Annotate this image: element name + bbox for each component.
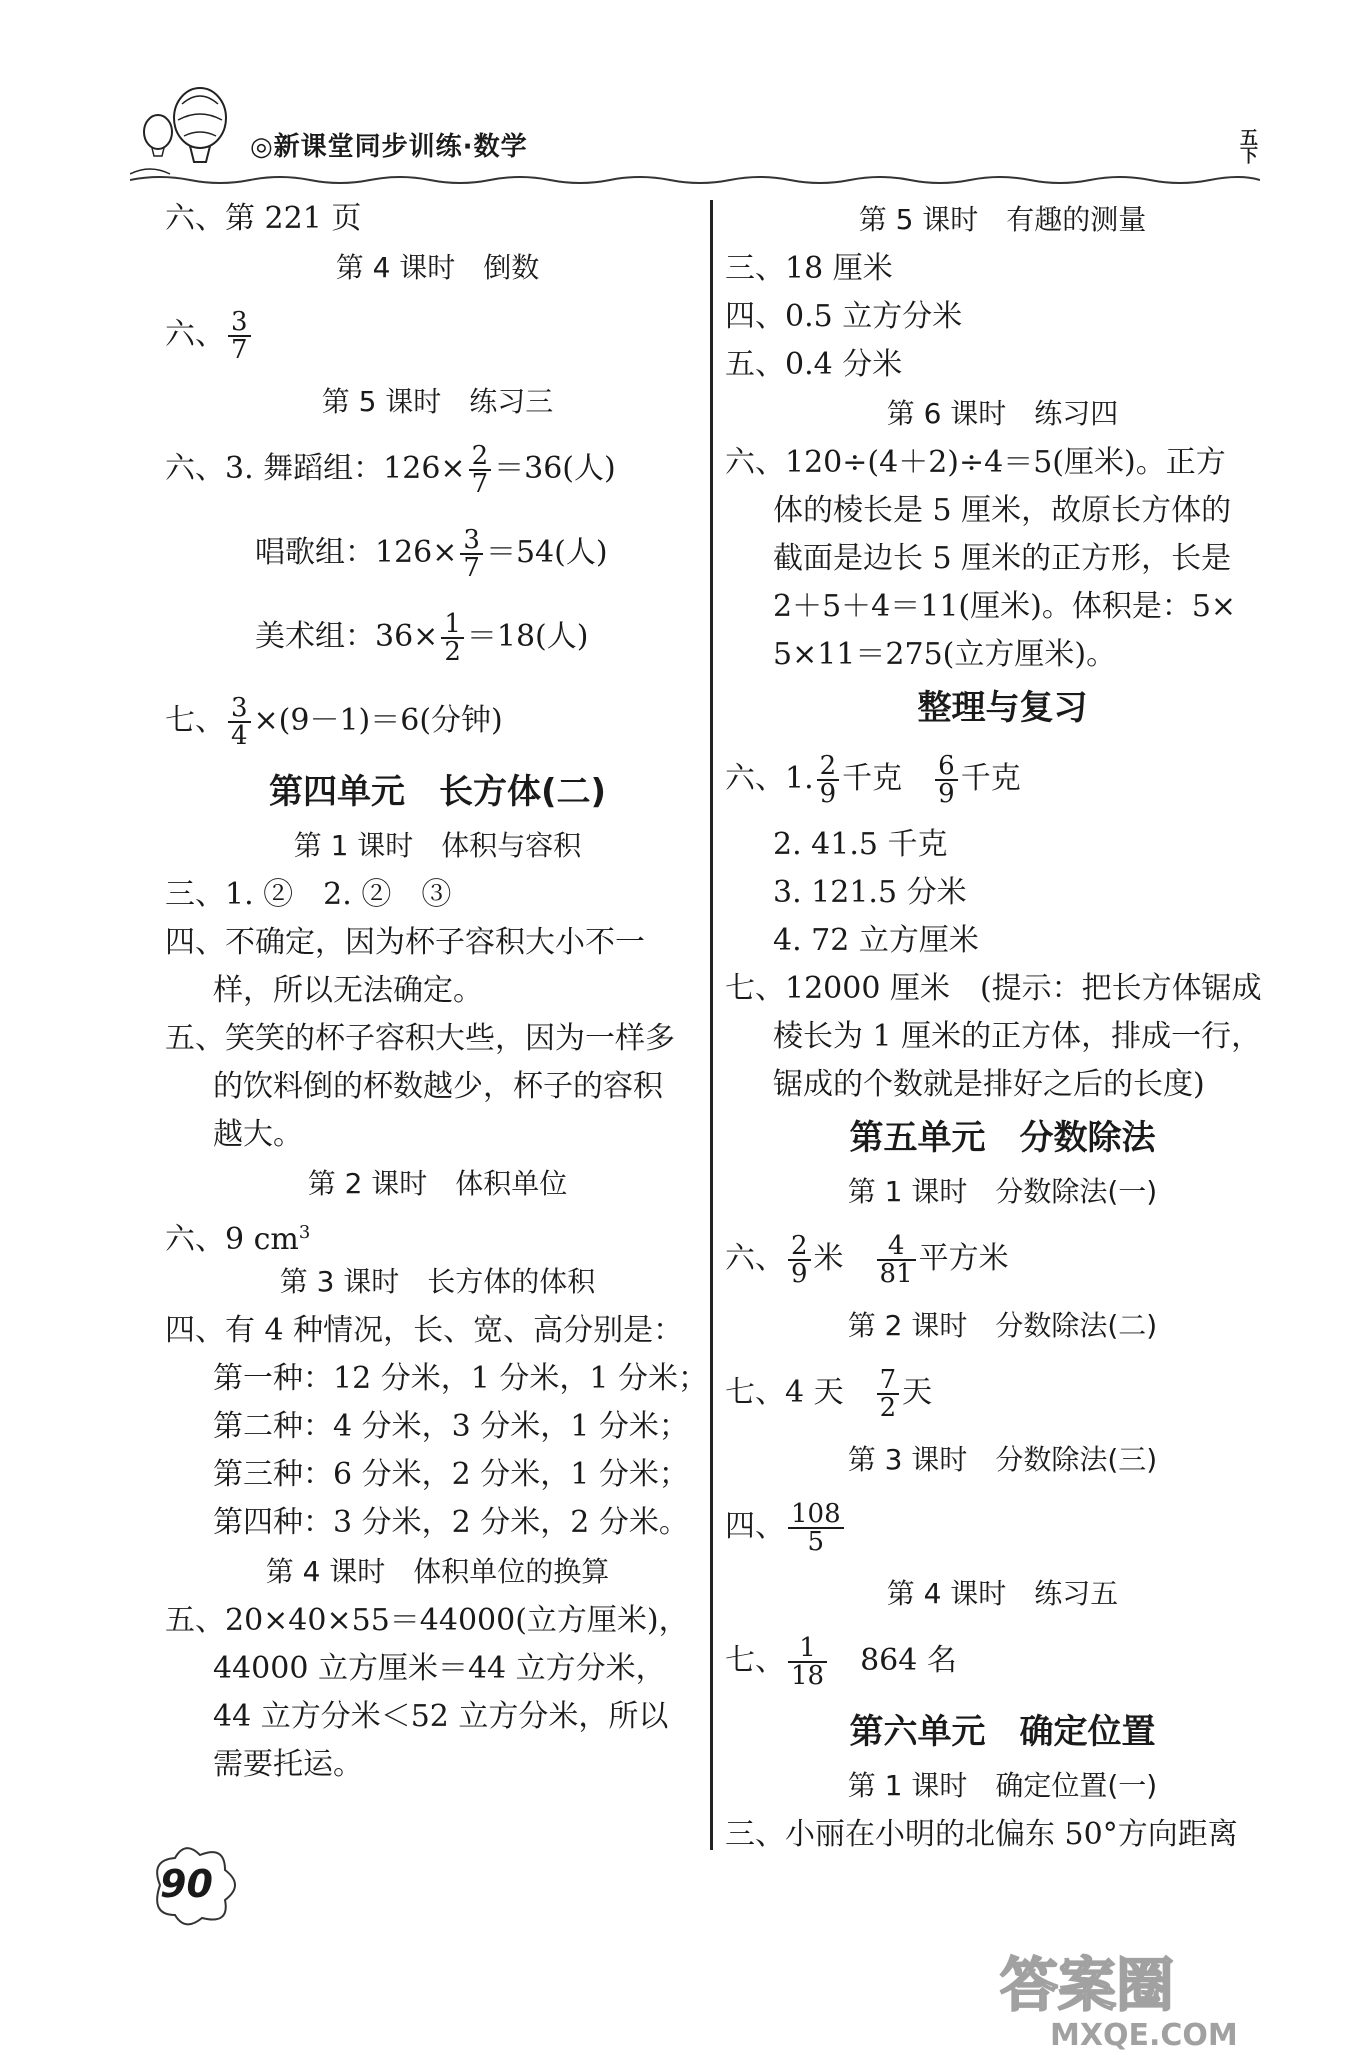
answer-line: 3. 121.5 分米 xyxy=(773,875,967,910)
page-number: 90 xyxy=(160,1862,213,1906)
answer-line: 需要托运。 xyxy=(213,1747,363,1782)
answer-line: 六、 $\frac{3}{7}$ xyxy=(165,293,710,377)
watermark-logo xyxy=(990,1935,1320,2055)
lesson-heading: 第 1 课时 分数除法(一) xyxy=(847,1175,1158,1208)
answer-line: 七、12000 厘米 (提示：把长方体锯成 xyxy=(725,971,1262,1006)
answer-line: 44000 立方厘米＝44 立方分米， xyxy=(213,1651,666,1686)
unit-heading: 第六单元 确定位置 xyxy=(849,1712,1156,1752)
lesson-heading: 第 5 课时 有趣的测量 xyxy=(858,203,1147,236)
answer-line: 三、18 厘米 xyxy=(725,251,893,286)
answer-line: 唱歌组：126× $\frac{3}{7}$ ＝54(人) xyxy=(255,525,608,583)
lesson-heading: 第 1 课时 体积与容积 xyxy=(293,829,582,862)
hot-air-balloon-icon xyxy=(130,84,250,184)
grade-tab: 五下 xyxy=(1237,128,1258,164)
answer-line: 锯成的个数就是排好之后的长度) xyxy=(773,1067,1205,1102)
answer-line: 六、120÷(4＋2)÷4＝5(厘米)。正方 xyxy=(725,445,1226,480)
lesson-heading: 第 4 课时 倒数 xyxy=(335,251,540,284)
answer-line: 六、第 221 页 xyxy=(165,201,362,236)
answer-line: 越大。 xyxy=(213,1117,303,1152)
lesson-heading: 第 5 课时 练习三 xyxy=(321,385,554,418)
answer-line: 4. 72 立方厘米 xyxy=(773,923,979,958)
fraction: $\frac{2}{7}$ xyxy=(469,443,492,497)
answer-line: 七、4 天 $\frac{7}{2}$ 天 xyxy=(725,1365,933,1423)
header-wavy-line xyxy=(130,174,1260,186)
answer-line: 五、20×40×55＝44000(立方厘米)， xyxy=(165,1603,689,1638)
answer-line: 五、笑笑的杯子容积大些，因为一样多 xyxy=(165,1021,675,1056)
lesson-heading: 第 1 课时 确定位置(一) xyxy=(847,1769,1158,1802)
fraction: $\frac{2}{9}$ xyxy=(817,753,840,807)
answer-line: 四、 $\frac{108}{5}$ xyxy=(725,1485,1280,1569)
answer-line: 第四种：3 分米，2 分米，2 分米。 xyxy=(213,1505,689,1540)
answer-line: 的饮料倒的杯数越少，杯子的容积 xyxy=(213,1069,663,1104)
lesson-heading: 第 3 课时 分数除法(三) xyxy=(847,1443,1158,1476)
answer-line: 44 立方分米＜52 立方分米，所以 xyxy=(213,1699,669,1734)
answer-line: 棱长为 1 厘米的正方体，排成一行， xyxy=(773,1019,1262,1054)
answer-line: 七、 $\frac{3}{4}$ ×(9－1)＝6(分钟) xyxy=(165,693,503,751)
fraction: $\frac{3}{7}$ xyxy=(460,527,483,581)
fraction: $\frac{7}{2}$ xyxy=(877,1367,900,1421)
svg-text:答案圈: 答案圈 xyxy=(1000,1951,1175,2019)
answer-line: 2. 41.5 千克 xyxy=(773,827,948,862)
answer-line: 六、1. $\frac{2}{9}$ 千克 $\frac{6}{9}$ 千克 xyxy=(725,751,1021,809)
answer-line: 五、0.4 分米 xyxy=(725,347,903,382)
fraction: $\frac{1}{2}$ xyxy=(441,611,464,665)
answer-line: 截面是边长 5 厘米的正方形，长是 xyxy=(773,541,1232,576)
book-title: ◎新课堂同步训练·数学 xyxy=(250,132,528,162)
lesson-heading: 第 2 课时 体积单位 xyxy=(307,1167,568,1200)
fraction: $\frac{3}{4}$ xyxy=(228,695,251,749)
fraction: $\frac{4}{81}$ xyxy=(877,1233,916,1287)
fraction: $\frac{1}{18}$ xyxy=(788,1635,827,1689)
answer-line: 三、1. ② 2. ② ③ xyxy=(165,877,452,912)
fraction: $\frac{2}{9}$ xyxy=(788,1233,811,1287)
answer-line: 5×11＝275(立方厘米)。 xyxy=(773,637,1117,672)
answer-line: 美术组：36× $\frac{1}{2}$ ＝18(人) xyxy=(255,609,589,667)
fraction: $\frac{108}{5}$ xyxy=(788,1501,844,1555)
answer-line: 第二种：4 分米，3 分米，1 分米； xyxy=(213,1409,689,1444)
lesson-heading: 第 4 课时 体积单位的换算 xyxy=(265,1555,610,1588)
unit-heading: 整理与复习 xyxy=(917,688,1088,728)
answer-line: 三、小丽在小明的北偏东 50°方向距离 xyxy=(725,1817,1238,1852)
answer-line: 四、有 4 种情况，长、宽、高分别是： xyxy=(165,1313,684,1348)
answer-line: 四、不确定，因为杯子容积大小不一 xyxy=(165,925,645,960)
answer-line: 六、9 $cm^3$ xyxy=(165,1222,311,1257)
unit-heading: 第四单元 长方体(二) xyxy=(268,772,607,812)
lesson-heading: 第 6 课时 练习四 xyxy=(886,397,1119,430)
answer-line: 体的棱长是 5 厘米，故原长方体的 xyxy=(773,493,1232,528)
answer-line: 样，所以无法确定。 xyxy=(213,973,483,1008)
answer-line: 2＋5＋4＝11(厘米)。体积是：5× xyxy=(773,589,1237,624)
lesson-heading: 第 3 课时 长方体的体积 xyxy=(279,1265,596,1298)
answer-line: 六、3. 舞蹈组：126× $\frac{2}{7}$ ＝36(人) xyxy=(165,441,616,499)
fraction: $\frac{6}{9}$ xyxy=(935,753,958,807)
svg-text:MXQE.COM: MXQE.COM xyxy=(1050,2018,1238,2053)
right-column xyxy=(725,195,1280,1859)
answer-line: 七、 $\frac{1}{18}$ 864 名 xyxy=(725,1633,957,1691)
unit-heading: 第五单元 分数除法 xyxy=(849,1118,1156,1158)
fraction: $\frac{3}{7}$ xyxy=(228,309,251,363)
lesson-heading: 第 2 课时 分数除法(二) xyxy=(847,1309,1158,1342)
answer-line: 第一种：12 分米，1 分米，1 分米； xyxy=(213,1361,708,1396)
answer-line: 六、 $\frac{2}{9}$ 米 $\frac{4}{81}$ 平方米 xyxy=(725,1231,1009,1289)
left-column xyxy=(165,195,710,1789)
answer-line: 第三种：6 分米，2 分米，1 分米； xyxy=(213,1457,689,1492)
column-divider xyxy=(710,200,713,1850)
page-header xyxy=(130,84,1260,184)
lesson-heading: 第 4 课时 练习五 xyxy=(886,1577,1119,1610)
answer-line: 四、0.5 立方分米 xyxy=(725,299,963,334)
